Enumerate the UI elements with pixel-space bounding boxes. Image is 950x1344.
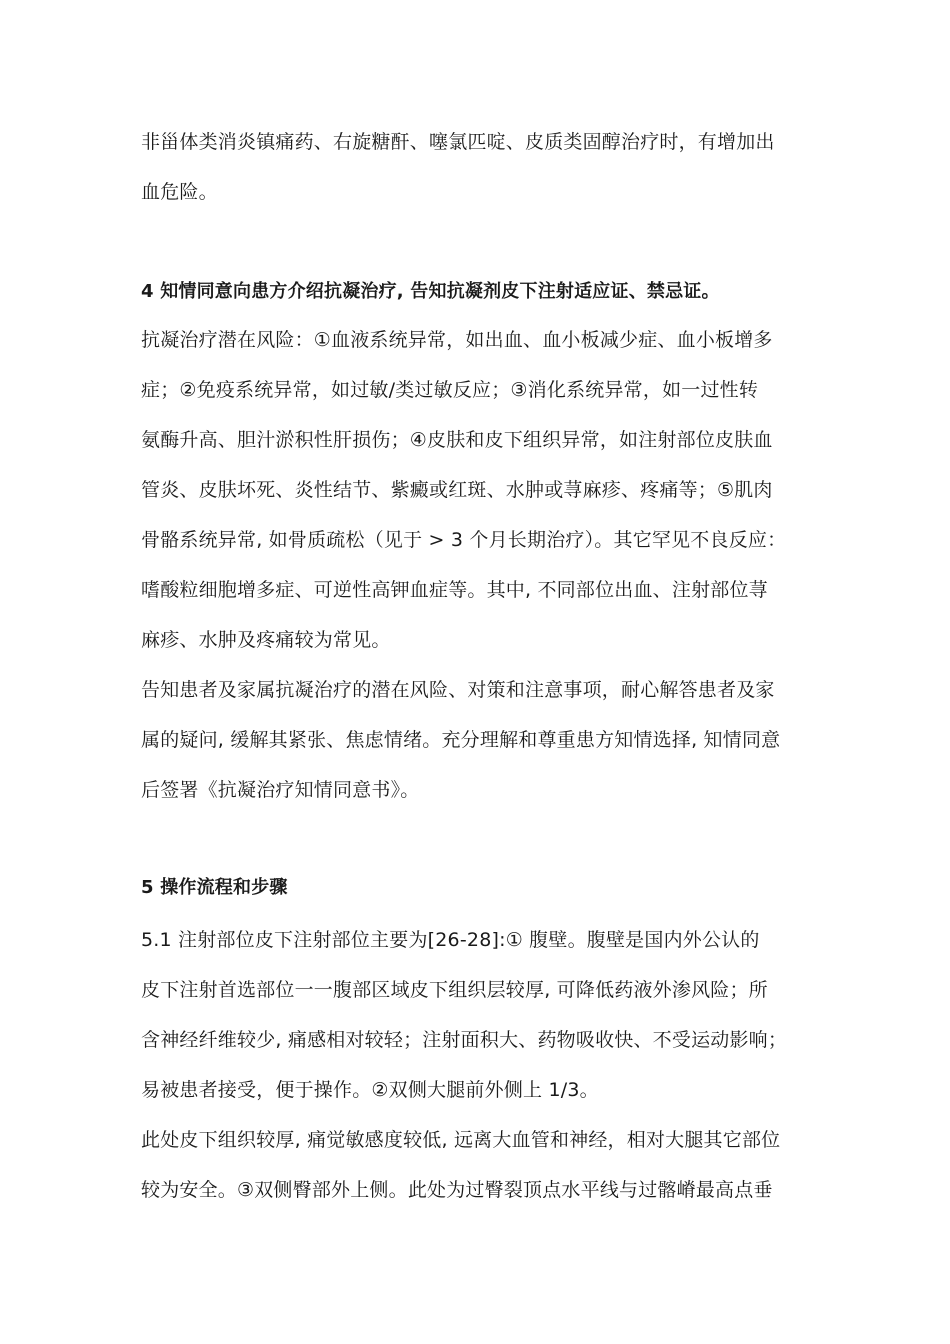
paragraph-line: 症；②免疫系统异常，如过敏/类过敏反应；③消化系统异常，如一过性转 xyxy=(141,379,759,401)
paragraph-line: 易被患者接受，便于操作。②双侧大腿前外侧上 1/3。 xyxy=(141,1079,599,1101)
paragraph-line: 非甾体类消炎镇痛药、右旋糖酐、噻氯匹啶、皮质类固醇治疗时，有增加出 xyxy=(141,131,775,153)
section-heading-5: 5 操作流程和步骤 xyxy=(141,877,288,898)
paragraph-line: 后签署《抗凝治疗知情同意书》。 xyxy=(141,779,420,801)
paragraph-line: 氨酶升高、胆汁淤积性肝损伤；④皮肤和皮下组织异常，如注射部位皮肤血 xyxy=(141,429,773,451)
paragraph-line: 5.1 注射部位皮下注射部位主要为[26-28]:① 腹壁。腹壁是国内外公认的 xyxy=(141,929,760,951)
paragraph-line: 麻疹、水肿及疼痛较为常见。 xyxy=(141,629,391,651)
paragraph-line: 较为安全。③双侧臀部外上侧。此处为过臀裂顶点水平线与过髂嵴最高点垂 xyxy=(141,1179,773,1201)
paragraph-line: 骨骼系统异常, 如骨质疏松（见于 > 3 个月长期治疗）。其它罕见不良反应： xyxy=(141,529,787,551)
section-heading-4: 4 知情同意向患方介绍抗凝治疗, 告知抗凝剂皮下注射适应证、禁忌证。 xyxy=(141,281,720,302)
paragraph-line: 皮下注射首选部位一一腹部区域皮下组织层较厚, 可降低药液外渗风险；所 xyxy=(141,979,768,1001)
paragraph-line: 属的疑问, 缓解其紧张、焦虑情绪。充分理解和尊重患方知情选择, 知情同意 xyxy=(141,729,781,751)
paragraph-line: 抗凝治疗潜在风险：①血液系统异常，如出血、血小板减少症、血小板增多 xyxy=(141,329,773,351)
paragraph-line: 管炎、皮肤坏死、炎性结节、紫癜或红斑、水肿或荨麻疹、疼痛等；⑤肌肉 xyxy=(141,479,773,501)
paragraph-line: 此处皮下组织较厚, 痛觉敏感度较低, 远离大血管和神经，相对大腿其它部位 xyxy=(141,1129,781,1151)
paragraph-line: 告知患者及家属抗凝治疗的潜在风险、对策和注意事项，耐心解答患者及家 xyxy=(141,679,775,701)
paragraph-line: 血危险。 xyxy=(141,181,218,203)
paragraph-line: 嗜酸粒细胞增多症、可逆性高钾血症等。其中, 不同部位出血、注射部位荨 xyxy=(141,579,768,601)
paragraph-line: 含神经纤维较少, 痛感相对较轻；注射面积大、药物吸收快、不受运动影响； xyxy=(141,1029,788,1051)
